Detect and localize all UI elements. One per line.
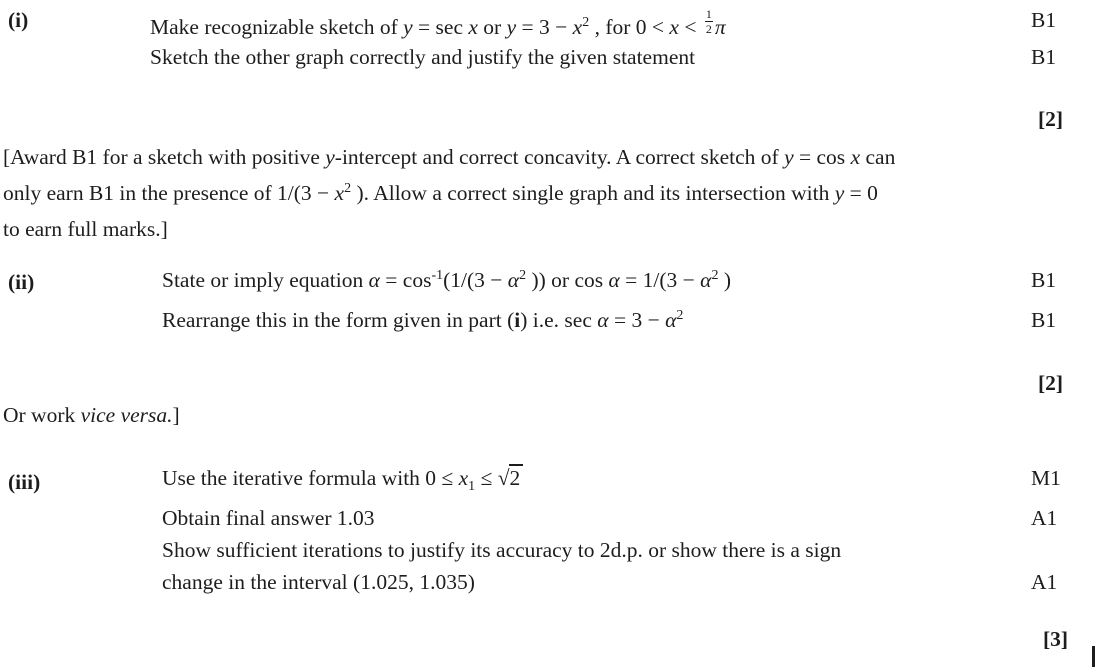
criterion-text: State or imply equation $\alpha = \cos^{-1}(1/(3 - \alpha^2$ )) or $\cos \alpha = 1/(3 - \alpha^2$ ) — [162, 268, 732, 292]
mark-m1: M1 — [1031, 466, 1061, 490]
criterion-text: Obtain final answer 1.03 — [162, 506, 375, 530]
scan-edge-artifact — [1092, 646, 1095, 667]
part-label-ii: (ii) — [8, 270, 35, 294]
mark-b1: B1 — [1031, 268, 1057, 292]
mark-a1: A1 — [1031, 506, 1058, 530]
part-label-i: (i) — [8, 8, 29, 32]
note-text: only earn B1 in the presence of $1/(3 - x^2$ ). Allow a correct single graph and its intersection with y = 0 — [3, 181, 878, 205]
mark-b1: B1 — [1031, 308, 1057, 332]
mark-b1: B1 — [1031, 8, 1057, 32]
part-total-marks: [2] — [1038, 107, 1064, 131]
criterion-text: change in the interval (1.025, 1.035) — [162, 570, 475, 594]
note-text: to earn full marks.] — [3, 217, 168, 241]
criterion-text: Show sufficient iterations to justify its accuracy to 2d.p. or show there is a sign — [162, 538, 842, 562]
criterion-text: Rearrange this in the form given in part (i) i.e. $\sec \alpha = 3 - \alpha^2$ — [162, 308, 684, 332]
part-total-marks: [3] — [1043, 627, 1069, 651]
criterion-text: Make recognizable sketch of y = sec x or $y = 3 - x^2$ , for 0 < x < $\frac{1}{2}$ π — [150, 7, 726, 39]
part-total-marks: [2] — [1038, 371, 1064, 395]
mark-a1: A1 — [1031, 570, 1058, 594]
criterion-text: Use the iterative formula with $0 \le x_1 \le √2$ — [162, 466, 523, 495]
note-text: [Award B1 for a sketch with positive y-intercept and correct concavity. A correct sketch of y = cos x can — [3, 145, 896, 169]
criterion-text: Sketch the other graph correctly and justify the given statement — [150, 45, 696, 69]
note-text: Or work vice versa.] — [3, 403, 180, 427]
mark-b1: B1 — [1031, 45, 1057, 69]
part-label-iii: (iii) — [8, 470, 41, 494]
